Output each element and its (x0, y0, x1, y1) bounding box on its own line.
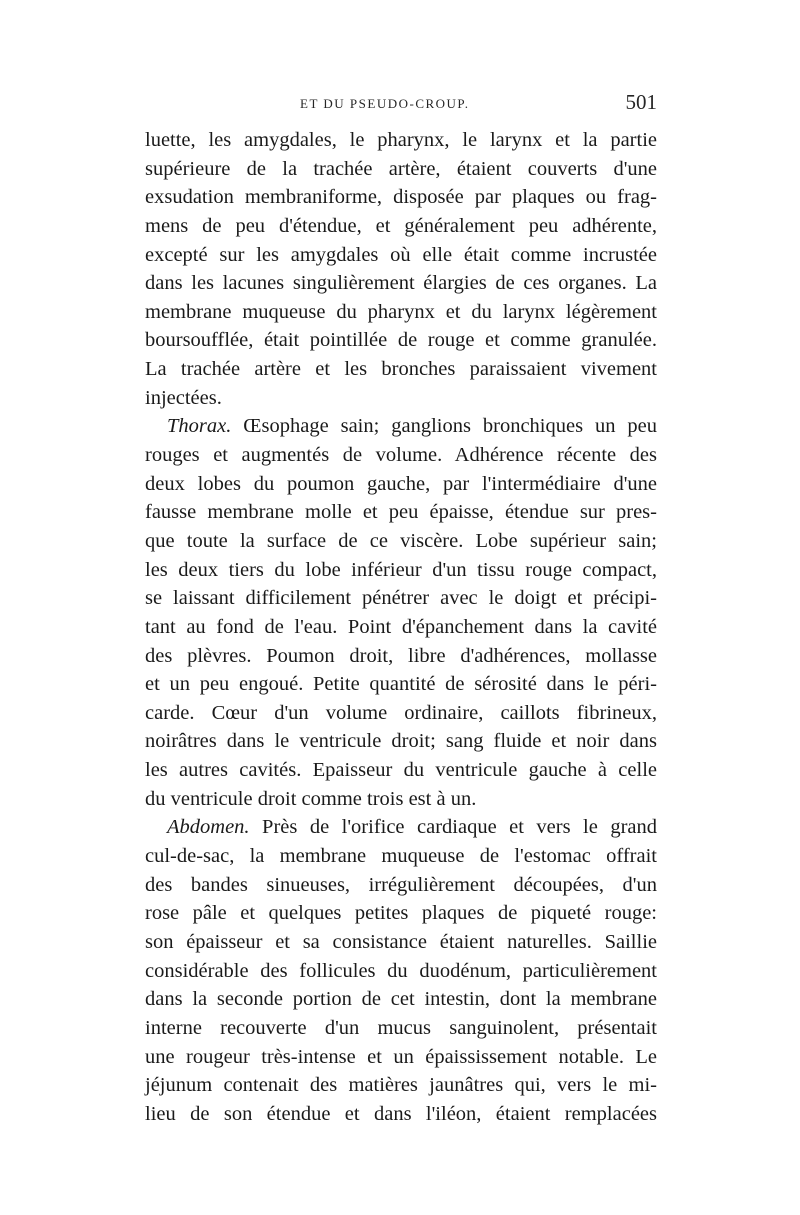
text-line: rouges et augmentés de volume. Adhérence récente des (145, 444, 657, 467)
text-line: luette, les amygdales, le pharynx, le larynx et la partie (145, 129, 657, 151)
paragraph-thorax-first-line (145, 412, 657, 441)
text-line: tant au fond de l'eau. Point d'épanchement dans la cavité (145, 615, 657, 638)
text-line: et un peu engoué. Petite quantité de sérosité dans le péri- (145, 673, 657, 696)
text-line: noirâtres dans le ventricule droit; sang fluide et noir dans (145, 730, 657, 753)
text-line: considérable des follicules du duodénum, particulièrement (145, 959, 657, 982)
text-line: membrane muqueuse du pharynx et du larynx légèrement (145, 300, 657, 323)
text-line: deux lobes du poumon gauche, par l'intermédiaire d'une (145, 472, 657, 495)
page-number: 501 (625, 90, 657, 114)
text-line: son épaisseur et sa consistance étaient naturelles. Saillie (145, 930, 657, 953)
text-line: dans les lacunes singulièrement élargies de ces organes. La (145, 272, 657, 295)
text-line: une rougeur très-intense et un épaississement notable. Le (145, 1045, 657, 1068)
text-line: les autres cavités. Epaisseur du ventricule gauche à celle (145, 759, 657, 782)
text-line: dans la seconde portion de cet intestin, dont la membrane (145, 988, 657, 1011)
section-lead-abdomen: Abdomen. (167, 816, 250, 839)
text-line: se laissant difficilement pénétrer avec le doigt et précipi- (145, 587, 657, 610)
text-line: cul-de-sac, la membrane muqueuse de l'estomac offrait (145, 845, 657, 868)
section-lead-thorax: Thorax. (167, 415, 232, 438)
text-line: fausse membrane molle et peu épaisse, étendue sur pres- (145, 501, 657, 524)
text-line: interne recouverte d'un mucus sanguinolent, présentait (145, 1016, 657, 1039)
page-header (145, 90, 657, 116)
text-line-paragraph-end: injectées. (145, 386, 222, 409)
text-line: excepté sur les amygdales où elle était comme incrustée (145, 243, 657, 266)
text-line: des plèvres. Poumon droit, libre d'adhérences, mollasse (145, 644, 657, 667)
text-line: des bandes sinueuses, irrégulièrement découpées, d'un (145, 873, 657, 896)
text-line: mens de peu d'étendue, et généralement peu adhérente, (145, 214, 657, 237)
text-line-paragraph-end: du ventricule droit comme trois est à un. (145, 787, 477, 810)
text-line-tail: Près de l'orifice cardiaque et vers le grand (262, 816, 658, 839)
text-line: La trachée artère et les bronches paraissaient vivement (145, 358, 657, 381)
text-line: jéjunum contenait des matières jaunâtres qui, vers le mi- (145, 1074, 657, 1097)
text-line: les deux tiers du lobe inférieur d'un tissu rouge compact, (145, 558, 657, 581)
paragraph-abdomen-first-line (145, 813, 657, 842)
text-line: que toute la surface de ce viscère. Lobe supérieur sain; (145, 529, 657, 552)
text-line-tail: Œsophage sain; ganglions bronchiques un peu (243, 415, 658, 438)
text-line: carde. Cœur d'un volume ordinaire, caillots fibrineux, (145, 701, 657, 724)
text-line: rose pâle et quelques petites plaques de piqueté rouge: (145, 902, 657, 925)
running-title: ET DU PSEUDO-CROUP. (300, 96, 470, 111)
text-line: supérieure de la trachée artère, étaient couverts d'une (145, 157, 657, 180)
text-line: exsudation membraniforme, disposée par plaques ou frag- (145, 186, 657, 209)
text-line: lieu de son étendue et dans l'iléon, étaient remplacées (145, 1102, 657, 1125)
body-text (145, 126, 657, 1128)
text-line: boursoufflée, était pointillée de rouge et comme granulée. (145, 329, 657, 352)
